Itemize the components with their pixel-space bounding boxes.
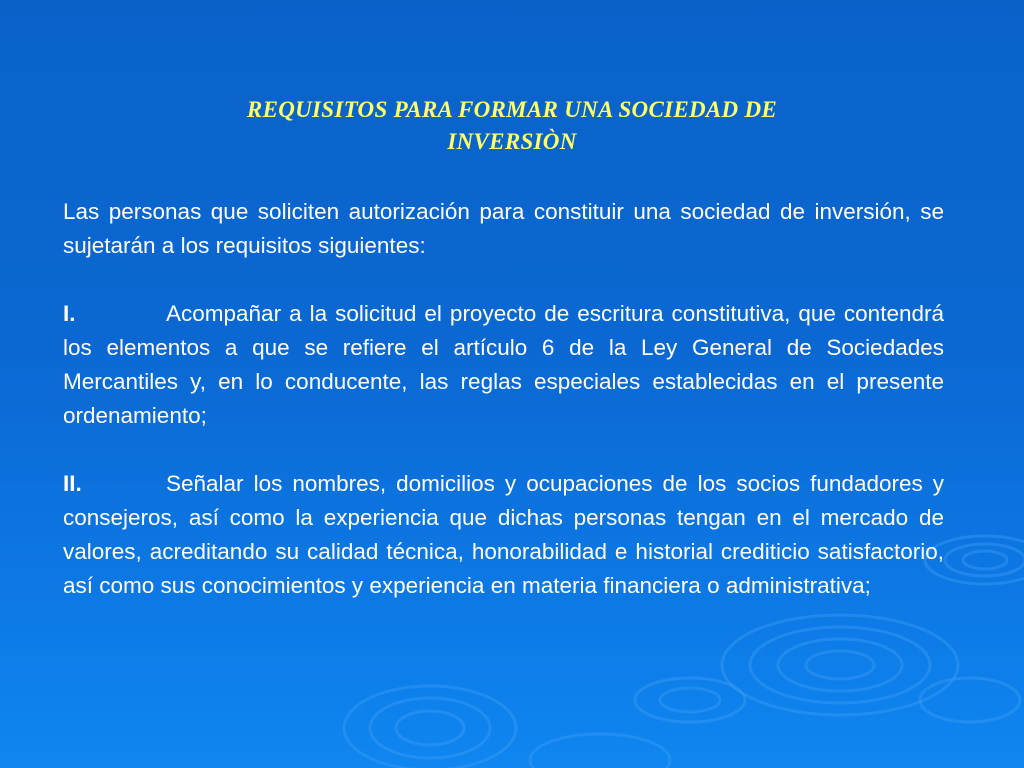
item-text: Señalar los nombres, domicilios y ocupaciones de los socios fundadores y consejeros, así como la experiencia que dichas personas tengan en el mercado de valores, acreditando su calidad técnica, honorabilidad e historial crediticio satisfactorio, así como sus conocimientos y experiencia en materia financiera o administrativa; — [63, 471, 944, 598]
slide-title — [100, 94, 924, 158]
item-number: II. — [63, 471, 82, 496]
item-text: Acompañar a la solicitud el proyecto de escritura constitutiva, que contendrá los elementos a que se refiere el artículo 6 de la Ley General de Sociedades Mercantiles y, en lo conducente, las reglas especiales establecidas en el presente ordenamiento; — [63, 301, 944, 428]
requirement-item — [63, 467, 944, 603]
intro-paragraph: Las personas que soliciten autorización para constituir una sociedad de inversión, se sujetarán a los requisitos siguientes: — [63, 199, 944, 258]
title-line-2: INVERSIÒN — [447, 129, 577, 154]
requirement-item — [63, 297, 944, 433]
body-text — [63, 195, 944, 603]
title-line-1: REQUISITOS PARA FORMAR UNA SOCIEDAD DE — [246, 97, 778, 122]
item-number: I. — [63, 301, 76, 326]
